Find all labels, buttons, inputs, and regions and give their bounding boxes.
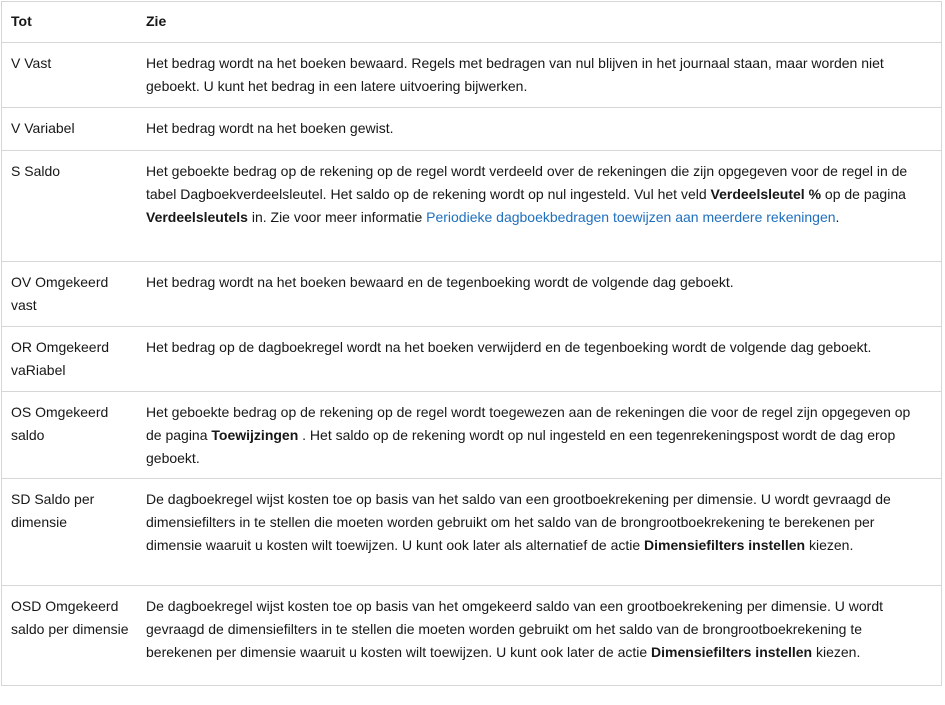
method-description-cell [146,586,941,664]
method-description-cell [146,43,941,98]
method-code-cell [2,43,146,75]
method-code: OS Omgekeerd saldo [11,404,109,443]
method-description [146,392,927,470]
method-code-cell [2,108,146,140]
description-text: op de pagina [821,186,906,202]
description-text: Het geboekte bedrag op de rekening op de regel wordt toegewezen aan de rekeningen die voor de regel zijn opgegeven op de pagina [146,404,911,443]
method-code-cell [2,479,146,534]
method-code: OV Omgekeerd vast [11,274,109,313]
field-name-bold: Verdeelsleutels [146,209,248,225]
table-row [2,43,941,108]
method-description [146,327,927,359]
method-code-cell [2,327,146,382]
description-text: in. Zie voor meer informatie [247,209,427,225]
method-description-cell [146,262,941,294]
method-code: S Saldo [11,163,61,179]
method-description [146,586,927,664]
method-code: SD Saldo per dimensie [11,491,95,530]
description-text: . [835,209,840,225]
method-description [146,43,927,98]
description-text: kiezen. [805,537,854,553]
method-code-cell [2,392,146,447]
header-cell-zie [146,2,941,33]
info-link[interactable]: Periodieke dagboekbedragen toewijzen aan meerdere rekeningen [426,209,836,225]
table-header-row [2,2,941,43]
method-description-cell [146,151,941,229]
description-text: Het bedrag wordt na het boeken bewaard. Regels met bedragen van nul blijven in het journaal staan, maar worden niet geboekt. U kunt het bedrag in een latere uitvoering bijwerken. [146,55,884,94]
description-text: kiezen. [812,644,861,660]
description-text: Het geboekte bedrag op de rekening op de regel wordt verdeeld over de rekeningen die zijn opgegeven voor de regel in de tabel Dagboekverdeelsleutel. Het saldo op de rekening wordt op nul ingesteld. Vul het veld [146,163,908,202]
description-text: Het bedrag wordt na het boeken gewist. [146,120,394,136]
field-name-bold: Dimensiefilters instellen [644,537,806,553]
recurring-method-table [1,1,942,686]
header-cell-tot [2,2,146,33]
description-text: Het bedrag op de dagboekregel wordt na het boeken verwijderd en de tegenboeking wordt de volgende dag geboekt. [146,339,872,355]
header-tot-label: Tot [11,13,32,29]
description-text: De dagboekregel wijst kosten toe op basis van het saldo van een grootboekrekening per dimensie. U wordt gevraagd de dimensiefilters in te stellen die moeten worden gebruikt om het saldo van de brongrootboekrekening te berekenen per dimensie waaruit u kosten wilt toewijzen. U kunt ook later als alternatief de actie [146,491,891,553]
table-row [2,586,941,686]
method-description-cell [146,108,941,140]
table-row [2,108,941,151]
method-description [146,479,927,557]
method-description [146,262,927,294]
method-description [146,108,927,140]
table-row [2,151,941,262]
field-name-bold: Dimensiefilters instellen [651,644,813,660]
field-name-bold: Verdeelsleutel % [710,186,822,202]
table-row [2,479,941,586]
field-name-bold: Toewijzingen [211,427,299,443]
method-code-cell [2,262,146,317]
method-code-cell [2,586,146,641]
description-text: Het bedrag wordt na het boeken bewaard en de tegenboeking wordt de volgende dag geboekt. [146,274,734,290]
table-row [2,262,941,327]
method-description [146,151,927,229]
method-description-cell [146,479,941,557]
method-description-cell [146,327,941,359]
method-code: V Vast [11,55,52,71]
header-zie-label: Zie [146,13,167,29]
description-text: . Het saldo op de rekening wordt op nul ingesteld en een tegenrekeningspost wordt de dag erop geboekt. [146,427,896,466]
table-row [2,392,941,479]
description-text: De dagboekregel wijst kosten toe op basis van het omgekeerd saldo van een grootboekrekening per dimensie. U wordt gevraagd de dimensiefilters in te stellen die moeten worden gebruikt om het saldo van de brongrootboekrekening te berekenen per dimensie waaruit u kosten wilt toewijzen. U kunt ook later de actie [146,598,883,660]
method-code: OSD Omgekeerd saldo per dimensie [11,598,129,637]
method-code: OR Omgekeerd vaRiabel [11,339,110,378]
method-description-cell [146,392,941,470]
method-code: V Variabel [11,120,75,136]
table-row [2,327,941,392]
method-code-cell [2,151,146,183]
